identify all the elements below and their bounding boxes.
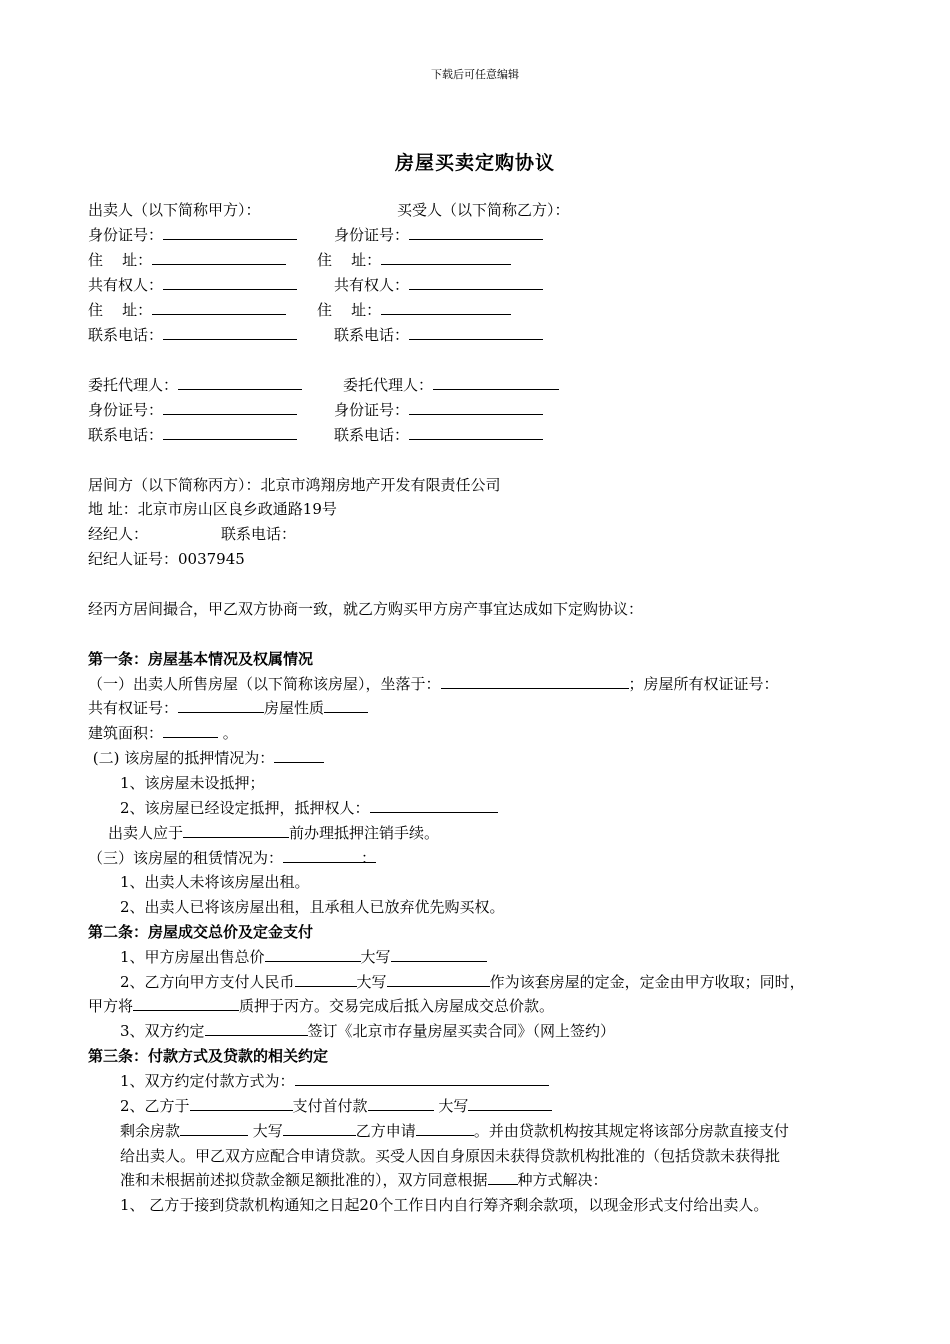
article1-l2b: 房屋性质 <box>264 699 325 717</box>
article2-l3a: 甲方将 <box>88 997 134 1015</box>
article3-line3 <box>120 1121 789 1141</box>
article1-l7a: 出卖人应于 <box>108 824 184 842</box>
seller-address-blank <box>152 250 286 265</box>
article3-line4: 给出卖人。甲乙双方应配合申请贷款。买受人因自身原因未获得贷款机构批准的（包括贷款未获得批 <box>120 1147 781 1165</box>
address-row-2 <box>88 300 382 320</box>
resolution-choice-blank <box>488 1170 518 1185</box>
article1-line3 <box>88 723 238 743</box>
broker-party: 居间方（以下简称丙方）：北京市鸿翔房地产开发有限责任公司 <box>88 476 501 494</box>
article1-line1 <box>88 674 779 694</box>
article1-line6 <box>120 798 498 818</box>
buyer-label: 买受人（以下简称乙方）： <box>397 201 570 219</box>
seller-address-label: 住 址： <box>88 251 153 269</box>
buyer-co-owner-label: 共有权人： <box>334 276 410 294</box>
buyer-agent-id-label: 身份证号： <box>334 401 410 419</box>
deposit-blank <box>295 972 357 987</box>
article1-line2 <box>88 698 368 718</box>
buyer-id-blank <box>409 225 543 240</box>
seller-co-owner-label: 共有权人： <box>88 276 164 294</box>
article1-l1a: （一）出卖人所售房屋（以下简称该房屋），坐落于： <box>88 675 441 693</box>
seller-buyer-row <box>88 200 570 220</box>
agent-phone-row <box>88 425 410 445</box>
area-blank <box>163 723 218 738</box>
broker-agent-label: 经纪人： <box>88 525 149 543</box>
buyer-agent-phone-label: 联系电话： <box>334 426 410 444</box>
payment-method-blank <box>295 1071 549 1086</box>
mortgagee-blank <box>370 798 498 813</box>
article2-l4b: 签订《北京市存量房屋买卖合同》（网上签约） <box>307 1022 616 1040</box>
article2-l1b: 大写 <box>360 948 391 966</box>
seller-agent-id-label: 身份证号： <box>88 401 164 419</box>
id-row-1 <box>88 225 410 245</box>
intro-paragraph: 经丙方居间撮合，甲乙双方协商一致，就乙方购买甲方房产事宜达成如下定购协议： <box>88 600 644 618</box>
deposit-words-blank <box>387 972 490 987</box>
seller-phone-label: 联系电话： <box>88 326 164 344</box>
article3-l2a: 2、乙方于 <box>120 1097 190 1115</box>
co-owner-address-label-2: 住 址： <box>317 301 382 319</box>
remaining-blank <box>180 1121 248 1136</box>
article3-line2 <box>120 1096 552 1116</box>
agent-row <box>88 375 434 395</box>
co-owner-address-blank <box>152 300 286 315</box>
article2-l2a: 2、乙方向甲方支付人民币 <box>120 973 295 991</box>
article2-l3b: 质押于丙方。交易完成后抵入房屋成交总价款。 <box>239 997 555 1015</box>
mortgage-blank <box>274 748 324 763</box>
buyer-agent-label: 委托代理人： <box>343 376 434 394</box>
property-type-blank <box>324 698 368 713</box>
article1-l8b: ： <box>361 849 377 867</box>
article3-l3b: 大写 <box>248 1122 283 1140</box>
co-owner-row <box>88 275 410 295</box>
document-title: 房屋买卖定购协议 <box>394 152 555 174</box>
address-row-1 <box>88 250 382 270</box>
article3-l1: 1、双方约定付款方式为： <box>120 1072 295 1090</box>
article1-heading: 第一条：房屋基本情况及权属情况 <box>88 650 314 668</box>
article1-line5: 1、该房屋未设抵押； <box>120 774 265 792</box>
article1-l1b: ；房屋所有权证证号： <box>628 675 779 693</box>
loan-type-blank <box>416 1121 474 1136</box>
article2-heading: 第二条：房屋成交总价及定金支付 <box>88 923 314 941</box>
article1-l6: 2、该房屋已经设定抵押，抵押权人： <box>120 799 370 817</box>
buyer-phone-label: 联系电话： <box>334 326 410 344</box>
article1-l3a: 建筑面积： <box>88 724 164 742</box>
buyer-address-blank <box>381 250 511 265</box>
seller-agent-label: 委托代理人： <box>88 376 179 394</box>
article2-l2b: 大写 <box>356 973 387 991</box>
contract-date-blank <box>205 1021 308 1036</box>
article2-l4a: 3、双方约定 <box>120 1022 205 1040</box>
broker-phone-label: 联系电话： <box>221 525 297 543</box>
article1-l2a: 共有权证号： <box>88 699 179 717</box>
article3-line5 <box>120 1170 608 1190</box>
article2-line3 <box>88 996 554 1016</box>
seller-co-owner-blank <box>163 275 297 290</box>
header-note: 下载后可任意编辑 <box>431 68 519 81</box>
seller-agent-id-blank <box>163 400 297 415</box>
article1-line7 <box>108 823 439 843</box>
article3-line6: 1、 乙方于接到贷款机构通知之日起20个工作日内自行筹齐剩余款项，以现金形式支付给出卖人。 <box>120 1196 769 1214</box>
agent-id-row <box>88 400 410 420</box>
seller-agent-phone-label: 联系电话： <box>88 426 164 444</box>
article2-l1a: 1、甲方房屋出售总价 <box>120 948 265 966</box>
article1-l7b: 前办理抵押注销手续。 <box>289 824 440 842</box>
article2-l2c: 作为该套房屋的定金，定金由甲方收取；同时， <box>489 973 805 991</box>
co-owner-cert-blank <box>178 698 264 713</box>
article3-line1 <box>120 1071 549 1091</box>
article1-line10: 2、出卖人已将该房屋出租，且承租人已放弃优先购买权。 <box>120 898 505 916</box>
article3-heading: 第三条：付款方式及贷款的相关约定 <box>88 1047 329 1065</box>
pledge-blank <box>133 996 239 1011</box>
article3-l3a: 剩余房款 <box>120 1122 181 1140</box>
broker-address: 地 址：北京市房山区良乡政通路19号 <box>88 500 337 518</box>
article2-line2 <box>120 972 805 992</box>
article1-line8 <box>88 848 376 868</box>
lease-blank <box>283 848 361 863</box>
release-date-blank <box>183 823 289 838</box>
broker-cert: 纪纪人证号：0037945 <box>88 550 245 568</box>
seller-id-label: 身份证号： <box>88 226 164 244</box>
total-price-blank <box>265 947 361 962</box>
seller-agent-phone-blank <box>163 425 297 440</box>
article1-l3b: 。 <box>222 724 238 742</box>
article3-l5a: 准和未根据前述拟贷款金额足额批准的），双方同意根据 <box>120 1171 488 1189</box>
buyer-phone-blank <box>409 325 543 340</box>
article2-line1 <box>120 947 487 967</box>
article3-l2c: 大写 <box>433 1097 469 1115</box>
broker-agent-row <box>88 524 297 544</box>
seller-label: 出卖人（以下简称甲方）： <box>88 201 261 219</box>
article3-l5b: 种方式解决： <box>517 1171 608 1189</box>
remaining-words-blank <box>283 1121 356 1136</box>
buyer-co-owner-blank <box>409 275 543 290</box>
article1-l8a: （三）该房屋的租赁情况为： <box>88 849 284 867</box>
buyer-address-label: 住 址： <box>317 251 382 269</box>
down-payment-blank <box>368 1096 434 1111</box>
phone-row-1 <box>88 325 410 345</box>
down-payment-words-blank <box>468 1096 552 1111</box>
article1-line4 <box>88 748 324 768</box>
buyer-agent-blank <box>433 375 559 390</box>
seller-phone-blank <box>163 325 297 340</box>
article2-line4 <box>120 1021 615 1041</box>
article1-l4: (二) 该房屋的抵押情况为： <box>88 749 275 767</box>
seller-id-blank <box>163 225 297 240</box>
co-owner-address-label: 住 址： <box>88 301 153 319</box>
total-price-words-blank <box>391 947 487 962</box>
co-owner-address-blank-2 <box>381 300 511 315</box>
buyer-id-label: 身份证号： <box>334 226 410 244</box>
location-blank <box>441 674 629 689</box>
article3-l2b: 支付首付款 <box>292 1097 368 1115</box>
article1-line9: 1、出卖人未将该房屋出租。 <box>120 873 310 891</box>
buyer-agent-phone-blank <box>409 425 543 440</box>
article3-l3d: 。并由贷款机构按其规定将该部分房款直接支付 <box>473 1122 789 1140</box>
seller-agent-blank <box>178 375 302 390</box>
article3-l3c: 乙方申请 <box>355 1122 416 1140</box>
buyer-agent-id-blank <box>409 400 543 415</box>
down-payment-date-blank <box>190 1096 293 1111</box>
